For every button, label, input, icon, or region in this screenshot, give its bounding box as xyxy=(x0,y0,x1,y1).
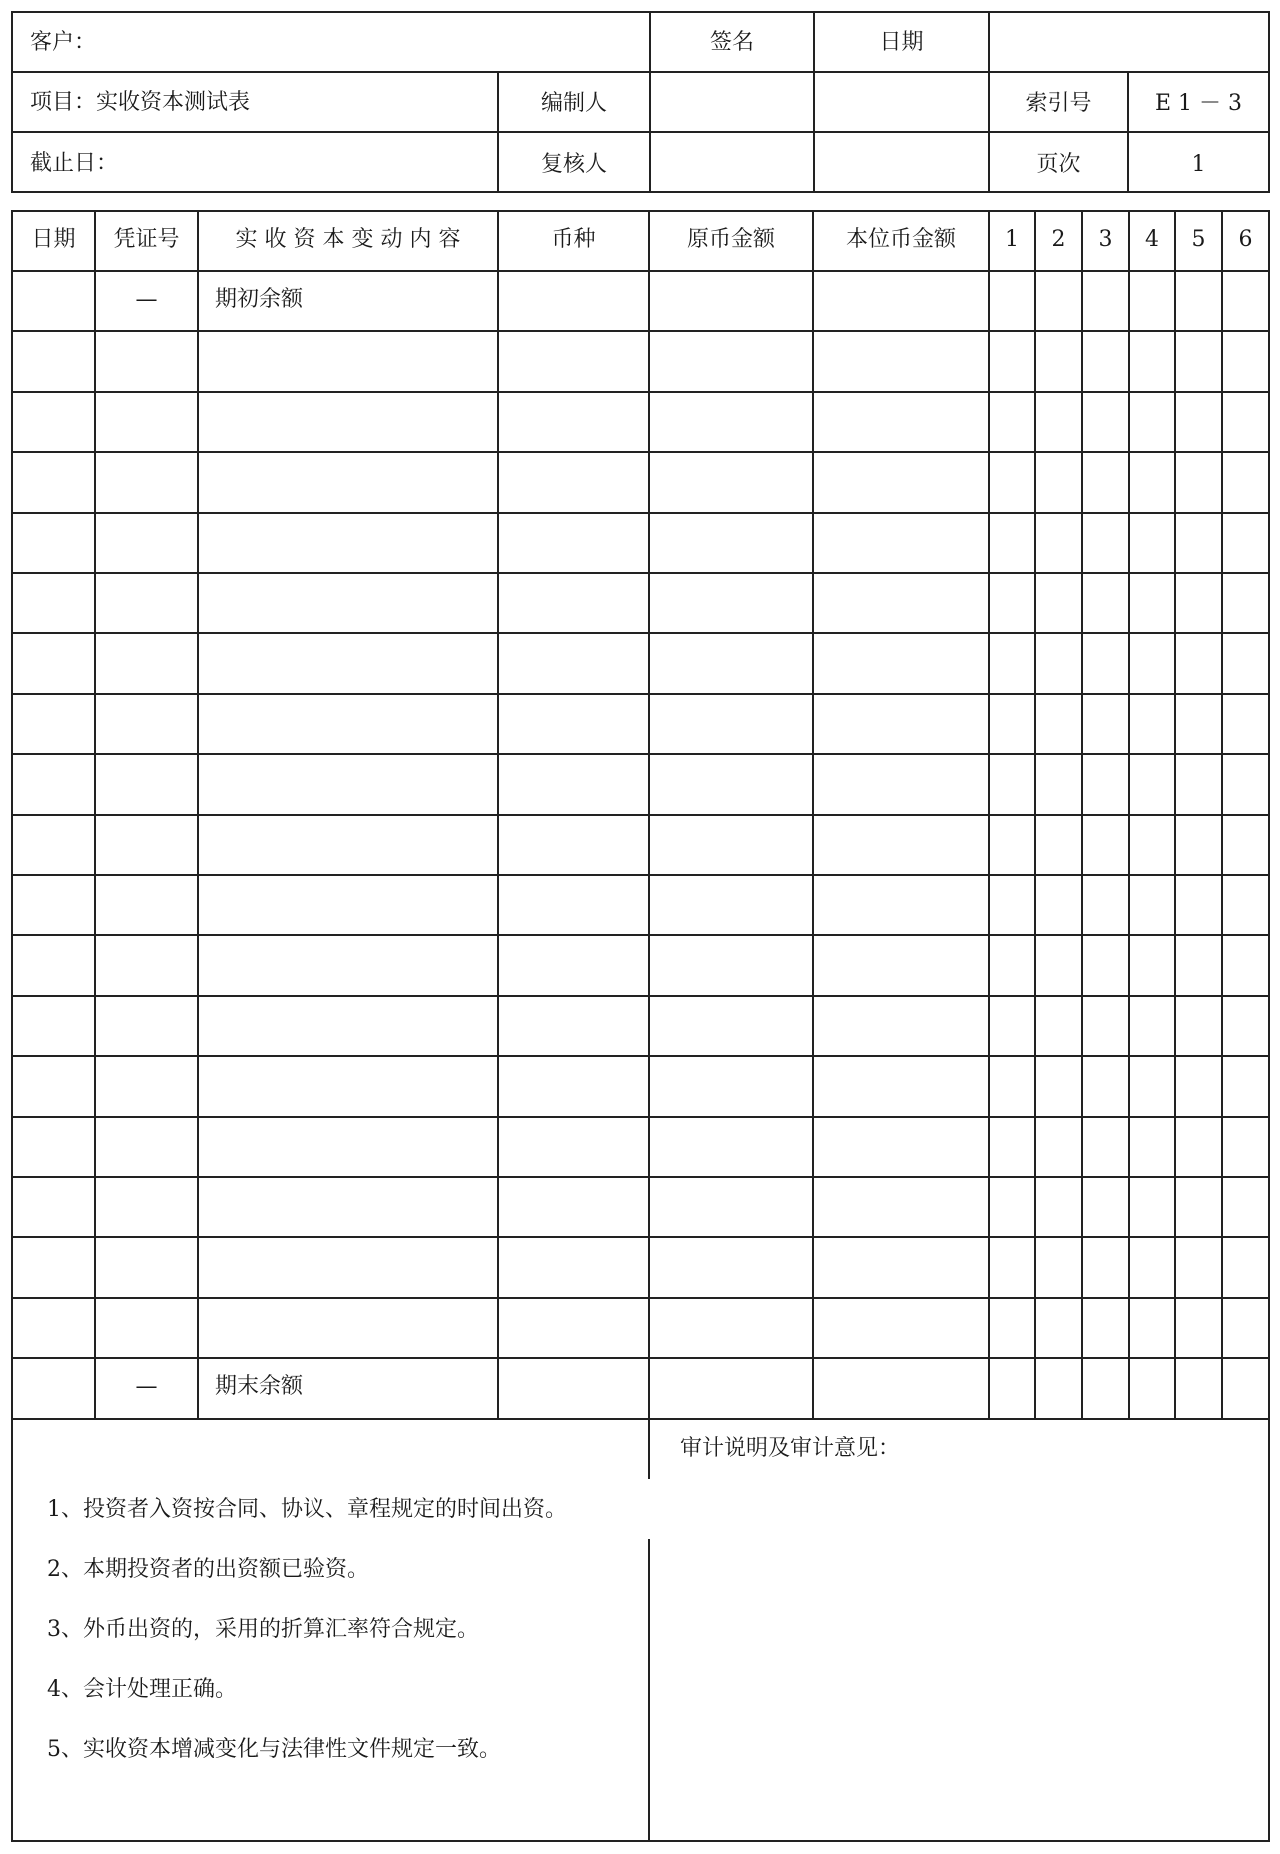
cell-check-3[interactable] xyxy=(1083,1238,1128,1296)
column-header-check-2: 2 xyxy=(1051,227,1066,252)
column-header-check-4: 4 xyxy=(1145,227,1159,252)
cell-voucher[interactable] xyxy=(96,1238,197,1296)
cell-check-6[interactable] xyxy=(1223,997,1268,1055)
preparer-label: 编制人 xyxy=(540,91,607,116)
cell-voucher[interactable] xyxy=(96,1057,197,1115)
cell-check-5[interactable] xyxy=(1176,272,1221,330)
objective-item: 3、外币出资的，采用的折算汇率符合规定。 xyxy=(47,1617,479,1642)
cell-check-5[interactable] xyxy=(1176,574,1221,632)
cell-date[interactable] xyxy=(13,1178,94,1236)
cell-check-6[interactable] xyxy=(1223,574,1268,632)
cell-check-2[interactable] xyxy=(1036,1178,1081,1236)
audit-notes-label: 审计说明及审计意见： xyxy=(680,1436,901,1461)
cell-base-amount[interactable] xyxy=(814,1359,988,1417)
bottom-border-left xyxy=(11,1418,13,1842)
cell-voucher[interactable] xyxy=(96,876,197,934)
cell-check-4[interactable] xyxy=(1130,453,1174,511)
cell-currency[interactable] xyxy=(499,393,648,451)
change-content: 期初余额 xyxy=(215,287,304,312)
cell-check-4[interactable] xyxy=(1130,1178,1174,1236)
cell-date[interactable] xyxy=(13,755,94,813)
cell-currency[interactable] xyxy=(499,1057,648,1115)
column-header-voucher: 凭证号 xyxy=(113,227,180,252)
cell-check-3[interactable] xyxy=(1083,997,1128,1055)
cell-check-6[interactable] xyxy=(1223,876,1268,934)
voucher-number: — xyxy=(135,1374,158,1399)
date-header-label: 日期 xyxy=(879,30,924,55)
column-header-content: 实 收 资 本 变 动 内 容 xyxy=(235,227,461,252)
cell-orig-amount[interactable] xyxy=(650,695,812,753)
cell-orig-amount[interactable] xyxy=(650,453,812,511)
objective-item: 5、实收资本增减变化与法律性文件规定一致。 xyxy=(47,1737,501,1762)
cell-base-amount[interactable] xyxy=(814,997,988,1055)
cell-orig-amount[interactable] xyxy=(650,1057,812,1115)
cell-content[interactable] xyxy=(199,876,497,934)
cell-check-6[interactable] xyxy=(1223,695,1268,753)
cell-orig-amount[interactable] xyxy=(650,1178,812,1236)
cell-currency[interactable] xyxy=(499,1238,648,1296)
header-divider-1 xyxy=(11,71,1270,73)
cell-check-2[interactable] xyxy=(1036,574,1081,632)
cell-currency[interactable] xyxy=(499,574,648,632)
cell-check-4[interactable] xyxy=(1130,634,1174,692)
cell-check-1[interactable] xyxy=(990,755,1034,813)
objective-item: 2、本期投资者的出资额已验资。 xyxy=(47,1557,369,1582)
cell-base-amount[interactable] xyxy=(814,755,988,813)
cell-check-6[interactable] xyxy=(1223,1118,1268,1176)
cell-date[interactable] xyxy=(13,816,94,874)
cell-check-2[interactable] xyxy=(1036,272,1081,330)
objective-item: 1、投资者入资按合同、协议、章程规定的时间出资。 xyxy=(47,1497,567,1522)
cell-check-5[interactable] xyxy=(1176,453,1221,511)
cell-currency[interactable] xyxy=(499,936,648,994)
cell-base-amount[interactable] xyxy=(814,453,988,511)
cell-content[interactable] xyxy=(199,332,497,390)
cell-check-5[interactable] xyxy=(1176,1299,1221,1357)
reviewer-date-field[interactable] xyxy=(815,133,988,191)
cell-base-amount[interactable] xyxy=(814,393,988,451)
cell-check-5[interactable] xyxy=(1176,1359,1221,1417)
cell-check-6[interactable] xyxy=(1223,1178,1268,1236)
cell-voucher[interactable] xyxy=(96,393,197,451)
cell-check-5[interactable] xyxy=(1176,997,1221,1055)
cell-check-4[interactable] xyxy=(1130,1359,1174,1417)
cell-check-2[interactable] xyxy=(1036,514,1081,572)
cell-check-6[interactable] xyxy=(1223,634,1268,692)
cell-currency[interactable] xyxy=(499,816,648,874)
cell-content[interactable] xyxy=(199,1057,497,1115)
preparer-signature-field[interactable] xyxy=(651,73,813,131)
index-label: 索引号 xyxy=(1025,91,1092,116)
cell-date[interactable] xyxy=(13,1238,94,1296)
cell-content[interactable] xyxy=(199,997,497,1055)
cell-check-3[interactable] xyxy=(1083,393,1128,451)
cell-check-3[interactable] xyxy=(1083,272,1128,330)
cell-check-1[interactable] xyxy=(990,453,1034,511)
cell-voucher[interactable] xyxy=(96,453,197,511)
cell-date[interactable] xyxy=(13,876,94,934)
cell-check-6[interactable] xyxy=(1223,1299,1268,1357)
cell-check-2[interactable] xyxy=(1036,876,1081,934)
column-header-currency: 币种 xyxy=(551,227,596,252)
cell-check-1[interactable] xyxy=(990,695,1034,753)
cell-check-3[interactable] xyxy=(1083,816,1128,874)
cell-content[interactable] xyxy=(199,1238,497,1296)
cell-voucher[interactable] xyxy=(96,1299,197,1357)
cell-check-1[interactable] xyxy=(990,997,1034,1055)
bottom-divider-lower xyxy=(648,1539,650,1842)
cell-date[interactable] xyxy=(13,574,94,632)
column-header-check-1: 1 xyxy=(1005,227,1019,252)
cell-currency[interactable] xyxy=(499,1359,648,1417)
cell-check-1[interactable] xyxy=(990,332,1034,390)
cell-check-5[interactable] xyxy=(1176,695,1221,753)
cell-check-6[interactable] xyxy=(1223,514,1268,572)
cell-check-5[interactable] xyxy=(1176,393,1221,451)
cell-voucher[interactable] xyxy=(96,332,197,390)
cell-check-2[interactable] xyxy=(1036,695,1081,753)
cell-check-3[interactable] xyxy=(1083,1178,1128,1236)
cell-content[interactable] xyxy=(199,514,497,572)
header-divider-2 xyxy=(11,131,1270,133)
cell-date[interactable] xyxy=(13,634,94,692)
cell-content[interactable] xyxy=(199,1178,497,1236)
project-label: 项目：实收资本测试表 xyxy=(30,90,251,115)
cell-voucher[interactable] xyxy=(96,634,197,692)
cell-base-amount[interactable] xyxy=(814,634,988,692)
cell-check-2[interactable] xyxy=(1036,1359,1081,1417)
cell-content[interactable] xyxy=(199,1118,497,1176)
cell-check-5[interactable] xyxy=(1176,514,1221,572)
cell-content[interactable] xyxy=(199,574,497,632)
column-header-orig-amount: 原币金额 xyxy=(686,227,775,252)
cell-base-amount[interactable] xyxy=(814,332,988,390)
bottom-border xyxy=(11,1840,1270,1842)
cell-voucher[interactable] xyxy=(96,997,197,1055)
cell-orig-amount[interactable] xyxy=(650,936,812,994)
cell-check-5[interactable] xyxy=(1176,936,1221,994)
client-field[interactable] xyxy=(110,13,647,71)
cell-orig-amount[interactable] xyxy=(650,816,812,874)
cell-orig-amount[interactable] xyxy=(650,755,812,813)
cell-check-4[interactable] xyxy=(1130,1299,1174,1357)
cell-base-amount[interactable] xyxy=(814,1299,988,1357)
header-border-left xyxy=(11,11,13,193)
cell-date[interactable] xyxy=(13,514,94,572)
cell-currency[interactable] xyxy=(499,695,648,753)
cell-check-4[interactable] xyxy=(1130,816,1174,874)
cell-check-3[interactable] xyxy=(1083,574,1128,632)
cell-base-amount[interactable] xyxy=(814,876,988,934)
cell-date[interactable] xyxy=(13,453,94,511)
change-content: 期末余额 xyxy=(215,1374,304,1399)
cell-check-5[interactable] xyxy=(1176,1118,1221,1176)
cell-orig-amount[interactable] xyxy=(650,393,812,451)
cell-check-2[interactable] xyxy=(1036,997,1081,1055)
cell-content[interactable] xyxy=(199,393,497,451)
cell-orig-amount[interactable] xyxy=(650,997,812,1055)
preparer-date-field[interactable] xyxy=(815,73,988,131)
signature-label: 签名 xyxy=(709,30,754,55)
cell-check-4[interactable] xyxy=(1130,393,1174,451)
cell-base-amount[interactable] xyxy=(814,816,988,874)
cell-check-5[interactable] xyxy=(1176,332,1221,390)
cell-orig-amount[interactable] xyxy=(650,514,812,572)
cell-currency[interactable] xyxy=(499,453,648,511)
cell-check-3[interactable] xyxy=(1083,755,1128,813)
cell-check-2[interactable] xyxy=(1036,755,1081,813)
cell-check-4[interactable] xyxy=(1130,695,1174,753)
cell-check-1[interactable] xyxy=(990,574,1034,632)
cell-check-3[interactable] xyxy=(1083,453,1128,511)
cell-orig-amount[interactable] xyxy=(650,876,812,934)
cell-check-2[interactable] xyxy=(1036,816,1081,874)
cell-check-2[interactable] xyxy=(1036,1057,1081,1115)
cell-check-4[interactable] xyxy=(1130,514,1174,572)
cell-currency[interactable] xyxy=(499,1118,648,1176)
cell-date[interactable] xyxy=(13,936,94,994)
cell-orig-amount[interactable] xyxy=(650,1299,812,1357)
audit-notes-field[interactable] xyxy=(652,1470,1266,1838)
cell-currency[interactable] xyxy=(499,272,648,330)
cell-check-4[interactable] xyxy=(1130,755,1174,813)
cell-check-3[interactable] xyxy=(1083,1359,1128,1417)
cell-check-6[interactable] xyxy=(1223,816,1268,874)
cell-orig-amount[interactable] xyxy=(650,272,812,330)
cell-orig-amount[interactable] xyxy=(650,634,812,692)
cell-check-5[interactable] xyxy=(1176,1057,1221,1115)
reviewer-label: 复核人 xyxy=(540,152,607,177)
cell-check-2[interactable] xyxy=(1036,332,1081,390)
cell-check-4[interactable] xyxy=(1130,332,1174,390)
cell-check-4[interactable] xyxy=(1130,936,1174,994)
cell-currency[interactable] xyxy=(499,997,648,1055)
page-label: 页次 xyxy=(1036,152,1081,177)
cell-check-4[interactable] xyxy=(1130,1118,1174,1176)
cell-voucher[interactable] xyxy=(96,755,197,813)
cell-orig-amount[interactable] xyxy=(650,332,812,390)
cell-check-6[interactable] xyxy=(1223,1359,1268,1417)
cell-check-5[interactable] xyxy=(1176,876,1221,934)
cell-check-3[interactable] xyxy=(1083,514,1128,572)
column-header-base-amount: 本位币金额 xyxy=(845,227,956,252)
cell-content[interactable] xyxy=(199,1299,497,1357)
index-value: E 1 － 3 xyxy=(1154,91,1243,116)
cell-check-3[interactable] xyxy=(1083,695,1128,753)
cell-check-2[interactable] xyxy=(1036,393,1081,451)
cell-check-2[interactable] xyxy=(1036,936,1081,994)
cell-orig-amount[interactable] xyxy=(650,1359,812,1417)
cell-base-amount[interactable] xyxy=(814,1118,988,1176)
cell-voucher[interactable] xyxy=(96,816,197,874)
cell-orig-amount[interactable] xyxy=(650,1238,812,1296)
cell-voucher[interactable] xyxy=(96,1118,197,1176)
cell-content[interactable] xyxy=(199,634,497,692)
cell-base-amount[interactable] xyxy=(814,936,988,994)
cell-voucher[interactable] xyxy=(96,574,197,632)
bottom-border-right xyxy=(1268,1418,1270,1842)
cell-check-5[interactable] xyxy=(1176,816,1221,874)
cell-date[interactable] xyxy=(13,1057,94,1115)
cell-check-6[interactable] xyxy=(1223,272,1268,330)
cell-content[interactable] xyxy=(199,936,497,994)
cell-check-4[interactable] xyxy=(1130,1238,1174,1296)
cell-date[interactable] xyxy=(13,1359,94,1417)
cell-check-5[interactable] xyxy=(1176,634,1221,692)
cell-content[interactable] xyxy=(199,453,497,511)
cell-currency[interactable] xyxy=(499,1178,648,1236)
cell-check-3[interactable] xyxy=(1083,634,1128,692)
cell-currency[interactable] xyxy=(499,876,648,934)
header-border-right xyxy=(1268,11,1270,193)
cell-base-amount[interactable] xyxy=(814,514,988,572)
cell-check-2[interactable] xyxy=(1036,1238,1081,1296)
cell-date[interactable] xyxy=(13,695,94,753)
cell-base-amount[interactable] xyxy=(814,695,988,753)
cell-date[interactable] xyxy=(13,272,94,330)
header-extra-field[interactable] xyxy=(990,13,1268,71)
cell-check-1[interactable] xyxy=(990,1238,1034,1296)
cell-check-6[interactable] xyxy=(1223,1238,1268,1296)
cell-content[interactable] xyxy=(199,755,497,813)
cell-check-1[interactable] xyxy=(990,1057,1034,1115)
cell-check-5[interactable] xyxy=(1176,1178,1221,1236)
cell-check-2[interactable] xyxy=(1036,453,1081,511)
cell-currency[interactable] xyxy=(499,1299,648,1357)
cell-currency[interactable] xyxy=(499,755,648,813)
cell-currency[interactable] xyxy=(499,634,648,692)
cell-check-1[interactable] xyxy=(990,1299,1034,1357)
reviewer-signature-field[interactable] xyxy=(651,133,813,191)
cell-check-4[interactable] xyxy=(1130,272,1174,330)
column-header-check-5: 5 xyxy=(1191,227,1206,252)
cell-check-1[interactable] xyxy=(990,272,1034,330)
cell-check-4[interactable] xyxy=(1130,997,1174,1055)
cell-currency[interactable] xyxy=(499,514,648,572)
cell-check-1[interactable] xyxy=(990,1359,1034,1417)
cell-check-4[interactable] xyxy=(1130,876,1174,934)
cell-voucher[interactable] xyxy=(96,936,197,994)
cell-check-3[interactable] xyxy=(1083,1057,1128,1115)
cell-check-1[interactable] xyxy=(990,816,1034,874)
cell-check-3[interactable] xyxy=(1083,1118,1128,1176)
cell-currency[interactable] xyxy=(499,332,648,390)
cell-check-5[interactable] xyxy=(1176,755,1221,813)
column-header-check-6: 6 xyxy=(1238,227,1253,252)
cell-check-6[interactable] xyxy=(1223,936,1268,994)
cell-check-1[interactable] xyxy=(990,1178,1034,1236)
cell-base-amount[interactable] xyxy=(814,272,988,330)
cell-date[interactable] xyxy=(13,997,94,1055)
cell-date[interactable] xyxy=(13,332,94,390)
cell-check-1[interactable] xyxy=(990,634,1034,692)
cell-base-amount[interactable] xyxy=(814,1178,988,1236)
cell-check-1[interactable] xyxy=(990,1118,1034,1176)
objective-item: 4、会计处理正确。 xyxy=(47,1677,237,1702)
cell-voucher[interactable] xyxy=(96,514,197,572)
cell-check-2[interactable] xyxy=(1036,634,1081,692)
cell-check-1[interactable] xyxy=(990,514,1034,572)
cell-content[interactable] xyxy=(199,695,497,753)
header-border-bottom xyxy=(11,191,1270,193)
cell-orig-amount[interactable] xyxy=(650,1118,812,1176)
cell-date[interactable] xyxy=(13,1299,94,1357)
cell-check-3[interactable] xyxy=(1083,876,1128,934)
column-header-check-3: 3 xyxy=(1098,227,1113,252)
cell-base-amount[interactable] xyxy=(814,1238,988,1296)
cell-base-amount[interactable] xyxy=(814,574,988,632)
cell-base-amount[interactable] xyxy=(814,1057,988,1115)
cell-check-1[interactable] xyxy=(990,876,1034,934)
cell-check-3[interactable] xyxy=(1083,332,1128,390)
cell-check-5[interactable] xyxy=(1176,1238,1221,1296)
bottom-divider-upper xyxy=(648,1418,650,1479)
cell-check-4[interactable] xyxy=(1130,1057,1174,1115)
cell-check-1[interactable] xyxy=(990,936,1034,994)
cell-content[interactable] xyxy=(199,816,497,874)
cell-voucher[interactable] xyxy=(96,1178,197,1236)
cell-check-2[interactable] xyxy=(1036,1118,1081,1176)
cell-check-6[interactable] xyxy=(1223,332,1268,390)
cell-check-4[interactable] xyxy=(1130,574,1174,632)
cell-check-3[interactable] xyxy=(1083,936,1128,994)
cell-check-3[interactable] xyxy=(1083,1299,1128,1357)
voucher-number: — xyxy=(135,287,158,312)
cutoff-date-label: 截止日： xyxy=(30,151,119,176)
cell-date[interactable] xyxy=(13,393,94,451)
page-value: 1 xyxy=(1191,152,1206,177)
cell-voucher[interactable] xyxy=(96,695,197,753)
column-header-date: 日期 xyxy=(31,227,76,252)
cell-check-6[interactable] xyxy=(1223,1057,1268,1115)
client-label: 客户： xyxy=(30,30,97,55)
cell-check-1[interactable] xyxy=(990,393,1034,451)
cell-check-6[interactable] xyxy=(1223,453,1268,511)
cell-date[interactable] xyxy=(13,1118,94,1176)
cell-check-6[interactable] xyxy=(1223,755,1268,813)
cell-check-2[interactable] xyxy=(1036,1299,1081,1357)
cell-check-6[interactable] xyxy=(1223,393,1268,451)
cell-orig-amount[interactable] xyxy=(650,574,812,632)
